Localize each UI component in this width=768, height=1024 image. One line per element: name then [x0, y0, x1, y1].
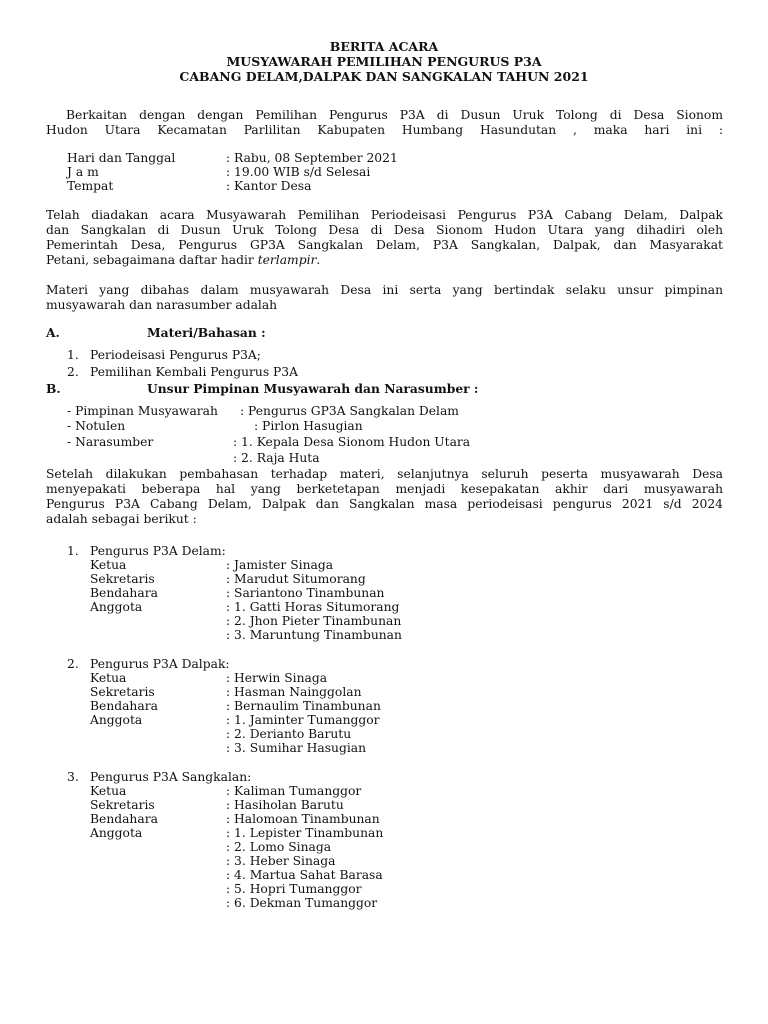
- role-value: : 6. Dekman Tumanggor: [226, 896, 378, 910]
- role-label: Bendahara: [90, 812, 158, 826]
- intro-paragraph: [46, 108, 723, 138]
- role-value: : 3. Heber Sinaga: [226, 854, 336, 868]
- schedule-value: : 19.00 WIB s/d Selesai: [226, 165, 371, 179]
- section-a-item-text: Periodeisasi Pengurus P3A;: [90, 348, 261, 362]
- role-value: : 1. Gatti Horas Situmorang: [226, 600, 400, 614]
- schedule-label: Hari dan Tanggal: [67, 151, 176, 165]
- section-a-letter: A.: [46, 325, 60, 340]
- section-b-heading: Unsur Pimpinan Musyawarah dan Narasumber :: [147, 381, 479, 396]
- group-title: Pengurus P3A Sangkalan:: [90, 770, 252, 784]
- paragraph-line: Pengurus P3A Cabang Delam, Dalpak dan Sangkalan masa periodeisasi pengurus 2021 s/d 2024: [46, 497, 723, 511]
- section-b-letter: B.: [46, 381, 61, 396]
- role-value: : Bernaulim Tinambunan: [226, 699, 381, 713]
- role-label: Anggota: [90, 826, 143, 840]
- paragraph-text: .: [316, 253, 321, 267]
- schedule-value: : Rabu, 08 September 2021: [226, 151, 398, 165]
- role-label: Sekretaris: [90, 572, 155, 586]
- role-value: : Sariantono Tinambunan: [226, 586, 385, 600]
- schedule-label: Tempat: [67, 179, 114, 193]
- role-label: Bendahara: [90, 699, 158, 713]
- role-label: Anggota: [90, 713, 143, 727]
- role-label: Sekretaris: [90, 685, 155, 699]
- role-value: : Herwin Sinaga: [226, 671, 328, 685]
- role-value: : Marudut Situmorang: [226, 572, 366, 586]
- paragraph-materi: [46, 283, 723, 313]
- group-title: Pengurus P3A Delam:: [90, 544, 226, 558]
- group-number: 2.: [67, 657, 79, 671]
- section-a-item-text: Pemilihan Kembali Pengurus P3A: [90, 365, 299, 379]
- role-value: : 2. Derianto Barutu: [226, 727, 352, 741]
- doc-title-line2: MUSYAWARAH PEMILIHAN PENGURUS P3A: [226, 54, 542, 69]
- section-a-item-number: 2.: [67, 365, 79, 379]
- paragraph-agreement: [46, 467, 723, 527]
- section-a-heading: Materi/Bahasan :: [147, 325, 266, 340]
- schedule-value: : Kantor Desa: [226, 179, 312, 193]
- intro-line: Berkaitan dengan dengan Pemilihan Pengurus P3A di Dusun Uruk Tolong di Desa Sionom: [66, 108, 723, 122]
- paragraph-event: [46, 208, 723, 268]
- section-b-label: - Narasumber: [67, 435, 154, 449]
- role-value: : 1. Jaminter Tumanggor: [226, 713, 380, 727]
- paragraph-line: adalah sebagai berikut :: [46, 512, 197, 526]
- role-label: Sekretaris: [90, 798, 155, 812]
- paragraph-line: musyawarah dan narasumber adalah: [46, 298, 278, 312]
- paragraph-line: menyepakati beberapa hal yang berketetapan menjadi kesepakatan akhir dari musyawarah: [46, 482, 723, 496]
- role-value: : 2. Lomo Sinaga: [226, 840, 332, 854]
- doc-title-line1: BERITA ACARA: [329, 39, 439, 54]
- group-number: 1.: [67, 544, 79, 558]
- intro-line: Hudon Utara Kecamatan Parlilitan Kabupaten Humbang Hasundutan , maka hari ini :: [46, 123, 723, 137]
- schedule-label: J a m: [67, 165, 99, 179]
- section-b-value: : Pengurus GP3A Sangkalan Delam: [240, 404, 459, 418]
- section-b-value: : 1. Kepala Desa Sionom Hudon Utara: [233, 435, 471, 449]
- paragraph-line: dan Sangkalan di Dusun Uruk Tolong Desa di Desa Sionom Hudon Utara yang dihadiri oleh: [46, 223, 723, 237]
- role-value: : 3. Sumihar Hasugian: [226, 741, 367, 755]
- section-b-value: : Pirlon Hasugian: [254, 419, 363, 433]
- paragraph-line: [46, 253, 723, 268]
- role-label: Ketua: [90, 784, 127, 798]
- role-label: Ketua: [90, 558, 127, 572]
- role-value: : Kaliman Tumanggor: [226, 784, 362, 798]
- paragraph-text: Petani, sebagaimana daftar hadir: [46, 253, 258, 267]
- role-value: : 1. Lepister Tinambunan: [226, 826, 384, 840]
- role-value: : 2. Jhon Pieter Tinambunan: [226, 614, 402, 628]
- paragraph-line: Materi yang dibahas dalam musyawarah Desa ini serta yang bertindak selaku unsur pimpinan: [46, 283, 723, 297]
- group-title: Pengurus P3A Dalpak:: [90, 657, 230, 671]
- paragraph-line: Setelah dilakukan pembahasan terhadap materi, selanjutnya seluruh peserta musyawarah Desa: [46, 467, 723, 481]
- paragraph-italic-text: terlampir: [257, 253, 317, 267]
- role-value: : Halomoan Tinambunan: [226, 812, 380, 826]
- role-value: : 4. Martua Sahat Barasa: [226, 868, 383, 882]
- doc-title-line3: CABANG DELAM,DALPAK DAN SANGKALAN TAHUN 2021: [179, 69, 589, 84]
- section-b-label: - Notulen: [67, 419, 126, 433]
- section-a-item-number: 1.: [67, 348, 79, 362]
- role-value: : Hasiholan Barutu: [226, 798, 344, 812]
- role-value: : Jamister Sinaga: [226, 558, 334, 572]
- section-b-value: : 2. Raja Huta: [233, 451, 320, 465]
- role-value: : 5. Hopri Tumanggor: [226, 882, 362, 896]
- role-value: : 3. Maruntung Tinambunan: [226, 628, 402, 642]
- role-label: Anggota: [90, 600, 143, 614]
- group-number: 3.: [67, 770, 79, 784]
- role-label: Ketua: [90, 671, 127, 685]
- role-value: : Hasman Nainggolan: [226, 685, 362, 699]
- paragraph-line: Telah diadakan acara Musyawarah Pemilihan Periodeisasi Pengurus P3A Cabang Delam, Dalpak: [46, 208, 723, 222]
- section-b-label: - Pimpinan Musyawarah: [67, 404, 218, 418]
- role-label: Bendahara: [90, 586, 158, 600]
- paragraph-line: Pemerintah Desa, Pengurus GP3A Sangkalan Delam, P3A Sangkalan, Dalpak, dan Masyarakat: [46, 238, 723, 252]
